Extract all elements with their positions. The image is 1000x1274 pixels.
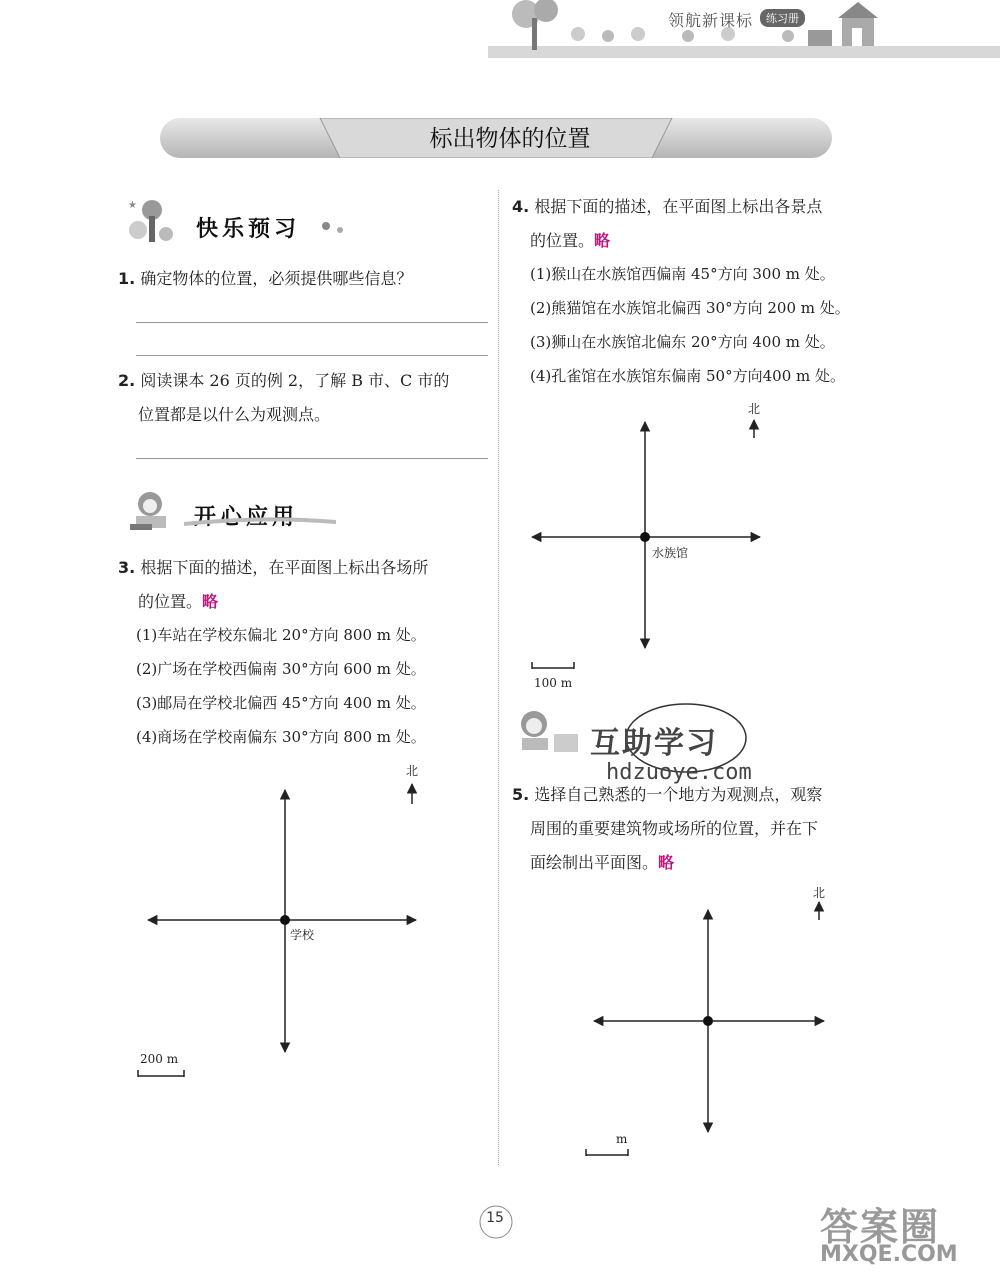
- question-3-item-4: (4)商场在学校南偏东 30°方向 800 m 处。: [136, 728, 426, 746]
- q3-center-point: [280, 915, 290, 925]
- question-4-number: 4.: [512, 197, 530, 216]
- question-2-line1: 阅读课本 26 页的例 2，了解 B 市、C 市的: [140, 371, 450, 390]
- question-3-item-2: (2)广场在学校西偏南 30°方向 600 m 处。: [136, 660, 426, 678]
- q5-north-label: 北: [813, 886, 826, 900]
- q3-north-label: 北: [406, 764, 419, 778]
- corner-watermark-url: MXQE.COM: [820, 1242, 958, 1267]
- answer-line-2[interactable]: [136, 458, 488, 459]
- question-3-item-1: (1)车站在学校东偏北 20°方向 800 m 处。: [136, 626, 426, 644]
- heading-dots-icon: [318, 216, 348, 236]
- apply-mascot-icon: [122, 488, 184, 534]
- question-5-diagram[interactable]: [580, 880, 840, 1170]
- q3-center-label: 学校: [290, 928, 315, 942]
- q4-north-label: 北: [748, 402, 761, 416]
- question-3-line1: 根据下面的描述，在平面图上标出各场所: [140, 558, 429, 577]
- q4-center-label: 水族馆: [652, 546, 689, 560]
- question-3-line2: 的位置。: [138, 592, 203, 611]
- column-divider: [498, 190, 499, 1165]
- question-4-item-4: (4)孔雀馆在水族馆东偏南 50°方向400 m 处。: [530, 367, 845, 385]
- page-number: 15: [486, 1210, 504, 1226]
- answer-line-1[interactable]: [136, 322, 488, 323]
- question-2-number: 2.: [118, 371, 136, 390]
- question-3-item-3: (3)邮局在学校北偏西 45°方向 400 m 处。: [136, 694, 426, 712]
- question-1: [118, 262, 412, 296]
- question-4-item-2: (2)熊猫馆在水族馆北偏西 30°方向 200 m 处。: [530, 299, 850, 317]
- page-title: 标出物体的位置: [429, 126, 591, 152]
- question-4-line2-row: [530, 224, 610, 258]
- series-badge: 练习册: [760, 9, 805, 27]
- q5-scale-label: m: [616, 1132, 628, 1146]
- question-5-line3-row: [530, 846, 674, 880]
- svg-text:★: ★: [128, 200, 137, 211]
- question-2: [118, 364, 449, 398]
- stamp-watermark-text: 互助学习: [590, 726, 718, 761]
- question-1-text: 确定物体的位置，必须提供哪些信息？: [140, 269, 413, 288]
- question-5-number: 5.: [512, 785, 530, 804]
- corner-watermark-text: 答案圈: [820, 1205, 941, 1249]
- question-3-answer: 略: [202, 592, 219, 611]
- question-4-diagram[interactable]: [520, 400, 780, 690]
- question-4: [512, 190, 822, 224]
- question-2-line2: 位置都是以什么为观测点。: [138, 405, 331, 424]
- preview-mascot-icon: [122, 196, 184, 248]
- q3-scale-label: 200 m: [140, 1052, 179, 1066]
- section-heading-apply: 开心应用: [194, 505, 299, 530]
- question-5-line3: 面绘制出平面图。: [530, 853, 659, 872]
- question-3-number: 3.: [118, 558, 136, 577]
- question-4-line1: 根据下面的描述，在平面图上标出各景点: [534, 197, 823, 216]
- question-4-item-1: (1)猴山在水族馆西偏南 45°方向 300 m 处。: [530, 265, 835, 283]
- question-3: [118, 551, 428, 585]
- section-heading-preview: 快乐预习: [196, 217, 301, 242]
- question-3-line2-row: [138, 585, 218, 619]
- question-1-number: 1.: [118, 269, 136, 288]
- question-5-answer: 略: [658, 853, 675, 872]
- question-4-line2: 的位置。: [530, 231, 595, 250]
- question-5-line1: 选择自己熟悉的一个地方为观测点，观察: [534, 785, 823, 804]
- question-4-answer: 略: [594, 231, 611, 250]
- question-5: [512, 778, 822, 812]
- q4-scale-label: 100 m: [534, 676, 573, 690]
- practice-mascot-icon: [512, 706, 582, 758]
- question-4-item-3: (3)狮山在水族馆北偏东 20°方向 400 m 处。: [530, 333, 835, 351]
- answer-line-1b[interactable]: [136, 355, 488, 356]
- q4-center-point: [640, 532, 650, 542]
- stamp-watermark-url: hdzuoye.com: [606, 760, 752, 785]
- section-heading-underlay: [180, 494, 340, 530]
- q5-center-point: [703, 1016, 713, 1026]
- question-3-diagram[interactable]: [130, 760, 430, 1090]
- series-name: 领航新课标: [668, 11, 754, 30]
- question-5-line2: 周围的重要建筑物或场所的位置，并在下: [530, 819, 819, 838]
